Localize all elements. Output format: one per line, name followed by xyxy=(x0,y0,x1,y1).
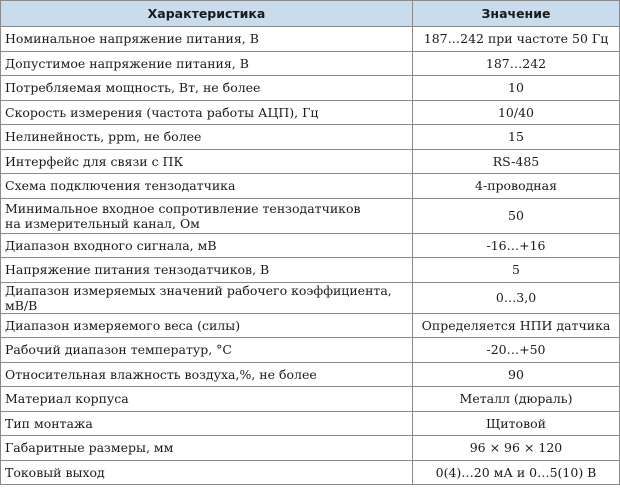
value-cell: -20…+50 xyxy=(413,338,620,363)
value-cell: 10/40 xyxy=(413,100,620,125)
value-cell: 187…242 при частоте 50 Гц xyxy=(413,27,620,52)
value-cell: Определяется НПИ датчика xyxy=(413,313,620,338)
characteristic-cell xyxy=(1,198,413,233)
value-cell: 15 xyxy=(413,125,620,150)
characteristic-line-2: на измерительный канал, Ом xyxy=(5,215,200,231)
value-cell: Щитовой xyxy=(413,411,620,436)
value-cell: 96 × 96 × 120 xyxy=(413,436,620,461)
characteristic-cell: Материал корпуса xyxy=(1,387,413,412)
table-row xyxy=(1,125,620,150)
column-header-value: Значение xyxy=(413,1,620,27)
characteristic-cell: Потребляемая мощность, Вт, не более xyxy=(1,76,413,101)
table-row xyxy=(1,149,620,174)
characteristic-cell: Напряжение питания тензодатчиков, В xyxy=(1,258,413,283)
value-cell: 10 xyxy=(413,76,620,101)
value-cell: 50 xyxy=(413,198,620,233)
value-cell: Металл (дюраль) xyxy=(413,387,620,412)
value-cell: -16…+16 xyxy=(413,233,620,258)
table-row xyxy=(1,387,620,412)
column-header-characteristic: Характеристика xyxy=(1,1,413,27)
characteristic-cell: Допустимое напряжение питания, В xyxy=(1,51,413,76)
value-cell: 90 xyxy=(413,362,620,387)
value-cell: 5 xyxy=(413,258,620,283)
table-row xyxy=(1,362,620,387)
characteristic-cell: Диапазон измеряемых значений рабочего коэффициента, мВ/В xyxy=(1,282,413,313)
table-row xyxy=(1,258,620,283)
characteristic-cell: Диапазон измеряемого веса (силы) xyxy=(1,313,413,338)
value-cell: 4-проводная xyxy=(413,174,620,199)
table-row xyxy=(1,313,620,338)
table-body xyxy=(1,27,620,485)
characteristic-cell: Диапазон входного сигнала, мВ xyxy=(1,233,413,258)
table-row xyxy=(1,76,620,101)
table-row xyxy=(1,174,620,199)
value-cell: RS-485 xyxy=(413,149,620,174)
value-cell: 0(4)…20 мА и 0…5(10) В xyxy=(413,460,620,485)
header-row xyxy=(1,1,620,27)
characteristic-cell: Габаритные размеры, мм xyxy=(1,436,413,461)
characteristic-cell: Номинальное напряжение питания, В xyxy=(1,27,413,52)
characteristic-cell: Тип монтажа xyxy=(1,411,413,436)
characteristic-cell: Токовый выход xyxy=(1,460,413,485)
characteristic-cell: Относительная влажность воздуха,%, не более xyxy=(1,362,413,387)
table-row xyxy=(1,233,620,258)
characteristic-cell: Рабочий диапазон температур, °С xyxy=(1,338,413,363)
value-cell: 187…242 xyxy=(413,51,620,76)
table-row xyxy=(1,460,620,485)
table-row xyxy=(1,282,620,313)
characteristic-cell: Интерфейс для связи с ПК xyxy=(1,149,413,174)
characteristic-cell: Скорость измерения (частота работы АЦП), Гц xyxy=(1,100,413,125)
table-row xyxy=(1,198,620,233)
table-row xyxy=(1,100,620,125)
table-header xyxy=(1,1,620,27)
table-row xyxy=(1,27,620,52)
value-cell: 0…3,0 xyxy=(413,282,620,313)
table-row xyxy=(1,436,620,461)
characteristic-cell: Нелинейность, ppm, не более xyxy=(1,125,413,150)
characteristic-cell: Схема подключения тензодатчика xyxy=(1,174,413,199)
table-row xyxy=(1,51,620,76)
characteristic-line-1: Минимальное входное сопротивление тензодатчиков xyxy=(5,200,361,216)
table-row xyxy=(1,338,620,363)
table-row xyxy=(1,411,620,436)
